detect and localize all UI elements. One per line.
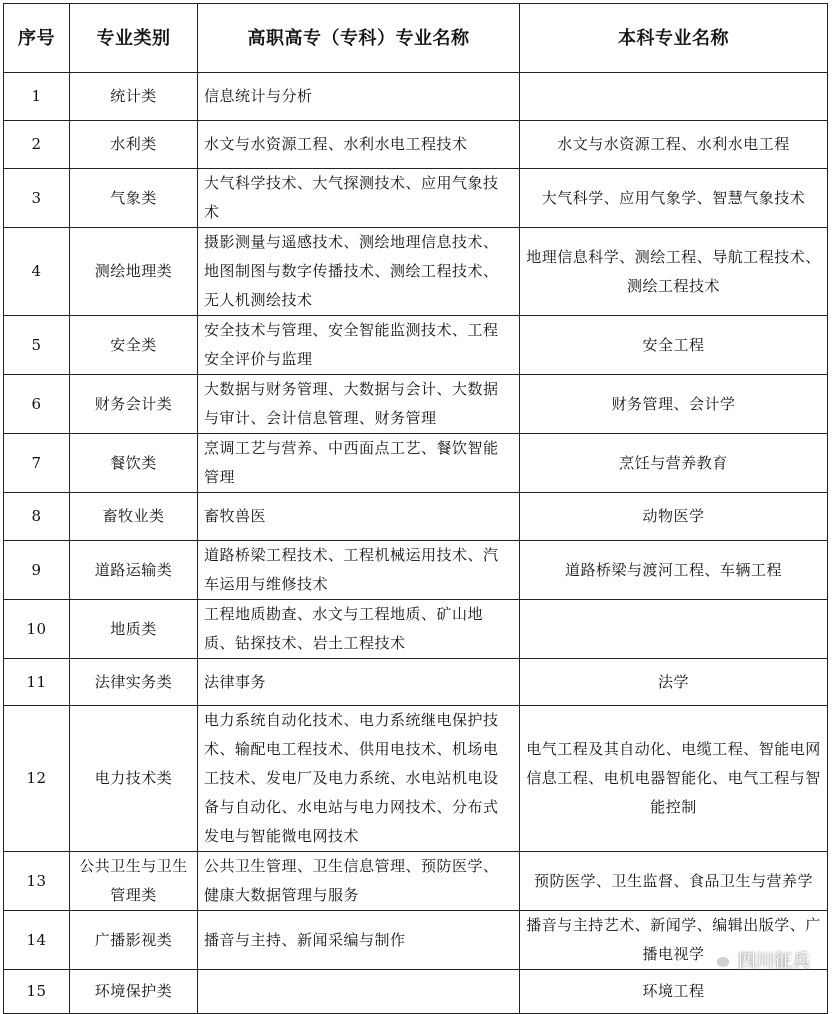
row-bachelor: 烹饪与营养教育 — [520, 434, 828, 493]
row-vocational: 工程地质勘查、水文与工程地质、矿山地质、钻探技术、岩土工程技术 — [198, 600, 520, 659]
row-number: 8 — [4, 493, 70, 541]
row-number: 11 — [4, 659, 70, 706]
row-vocational: 烹调工艺与营养、中西面点工艺、餐饮智能管理 — [198, 434, 520, 493]
row-category: 财务会计类 — [70, 375, 198, 434]
row-vocational: 信息统计与分析 — [198, 73, 520, 121]
row-vocational: 道路桥梁工程技术、工程机械运用技术、汽车运用与维修技术 — [198, 541, 520, 600]
table-row — [4, 706, 828, 852]
row-category: 电力技术类 — [70, 706, 198, 852]
row-bachelor: 预防医学、卫生监督、食品卫生与营养学 — [520, 852, 828, 911]
row-number: 6 — [4, 375, 70, 434]
row-vocational: 畜牧兽医 — [198, 493, 520, 541]
row-bachelor: 地理信息科学、测绘工程、导航工程技术、测绘工程技术 — [520, 228, 828, 316]
row-category: 广播影视类 — [70, 911, 198, 970]
row-vocational: 大气科学技术、大气探测技术、应用气象技术 — [198, 169, 520, 228]
row-number: 2 — [4, 121, 70, 169]
watermark — [706, 947, 810, 973]
row-category: 法律实务类 — [70, 659, 198, 706]
row-vocational: 摄影测量与遥感技术、测绘地理信息技术、地图制图与数字传播技术、测绘工程技术、无人机测绘技术 — [198, 228, 520, 316]
header-bachelor: 本科专业名称 — [520, 4, 828, 73]
row-number: 12 — [4, 706, 70, 852]
table-row — [4, 375, 828, 434]
header-number: 序号 — [4, 4, 70, 73]
row-category: 安全类 — [70, 316, 198, 375]
row-category: 餐饮类 — [70, 434, 198, 493]
row-bachelor: 大气科学、应用气象学、智慧气象技术 — [520, 169, 828, 228]
row-category: 公共卫生与卫生管理类 — [70, 852, 198, 911]
row-number: 15 — [4, 970, 70, 1014]
row-vocational: 电力系统自动化技术、电力系统继电保护技术、输配电工程技术、供用电技术、机场电工技术、发电厂及电力系统、水电站机电设备与自动化、水电站与电力网技术、分布式发电与智能微电网技术 — [198, 706, 520, 852]
row-bachelor — [520, 73, 828, 121]
row-bachelor: 法学 — [520, 659, 828, 706]
wechat-icon — [706, 949, 732, 971]
row-number: 14 — [4, 911, 70, 970]
row-category: 道路运输类 — [70, 541, 198, 600]
row-vocational: 水文与水资源工程、水利水电工程技术 — [198, 121, 520, 169]
header-category: 专业类别 — [70, 4, 198, 73]
row-vocational — [198, 970, 520, 1014]
row-category: 环境保护类 — [70, 970, 198, 1014]
row-bachelor: 动物医学 — [520, 493, 828, 541]
watermark-text: 四川征兵 — [738, 951, 810, 972]
row-number: 4 — [4, 228, 70, 316]
header-row — [4, 4, 828, 73]
row-vocational: 安全技术与管理、安全智能监测技术、工程安全评价与监理 — [198, 316, 520, 375]
row-bachelor — [520, 600, 828, 659]
row-bachelor: 环境工程 — [520, 970, 828, 1014]
table-row — [4, 493, 828, 541]
row-category: 统计类 — [70, 73, 198, 121]
table-row — [4, 228, 828, 316]
row-number: 9 — [4, 541, 70, 600]
table-row — [4, 852, 828, 911]
table-row — [4, 970, 828, 1014]
row-vocational: 大数据与财务管理、大数据与会计、大数据与审计、会计信息管理、财务管理 — [198, 375, 520, 434]
row-number: 10 — [4, 600, 70, 659]
table-row — [4, 659, 828, 706]
row-bachelor: 水文与水资源工程、水利水电工程 — [520, 121, 828, 169]
majors-table — [3, 3, 828, 1014]
row-category: 水利类 — [70, 121, 198, 169]
row-bachelor: 电气工程及其自动化、电缆工程、智能电网信息工程、电机电器智能化、电气工程与智能控制 — [520, 706, 828, 852]
row-bachelor: 安全工程 — [520, 316, 828, 375]
row-category: 地质类 — [70, 600, 198, 659]
row-category: 测绘地理类 — [70, 228, 198, 316]
table-row — [4, 121, 828, 169]
row-number: 1 — [4, 73, 70, 121]
row-bachelor: 财务管理、会计学 — [520, 375, 828, 434]
row-vocational: 播音与主持、新闻采编与制作 — [198, 911, 520, 970]
table-row — [4, 434, 828, 493]
table-row — [4, 73, 828, 121]
row-number: 13 — [4, 852, 70, 911]
table-row — [4, 169, 828, 228]
table-row — [4, 911, 828, 970]
row-vocational: 公共卫生管理、卫生信息管理、预防医学、健康大数据管理与服务 — [198, 852, 520, 911]
table-row — [4, 541, 828, 600]
header-vocational: 高职高专（专科）专业名称 — [198, 4, 520, 73]
row-bachelor: 播音与主持艺术、新闻学、编辑出版学、广播电视学 — [520, 911, 828, 970]
row-category: 气象类 — [70, 169, 198, 228]
row-number: 7 — [4, 434, 70, 493]
row-number: 5 — [4, 316, 70, 375]
row-category: 畜牧业类 — [70, 493, 198, 541]
row-vocational: 法律事务 — [198, 659, 520, 706]
row-number: 3 — [4, 169, 70, 228]
table-row — [4, 316, 828, 375]
row-bachelor: 道路桥梁与渡河工程、车辆工程 — [520, 541, 828, 600]
table-row — [4, 600, 828, 659]
